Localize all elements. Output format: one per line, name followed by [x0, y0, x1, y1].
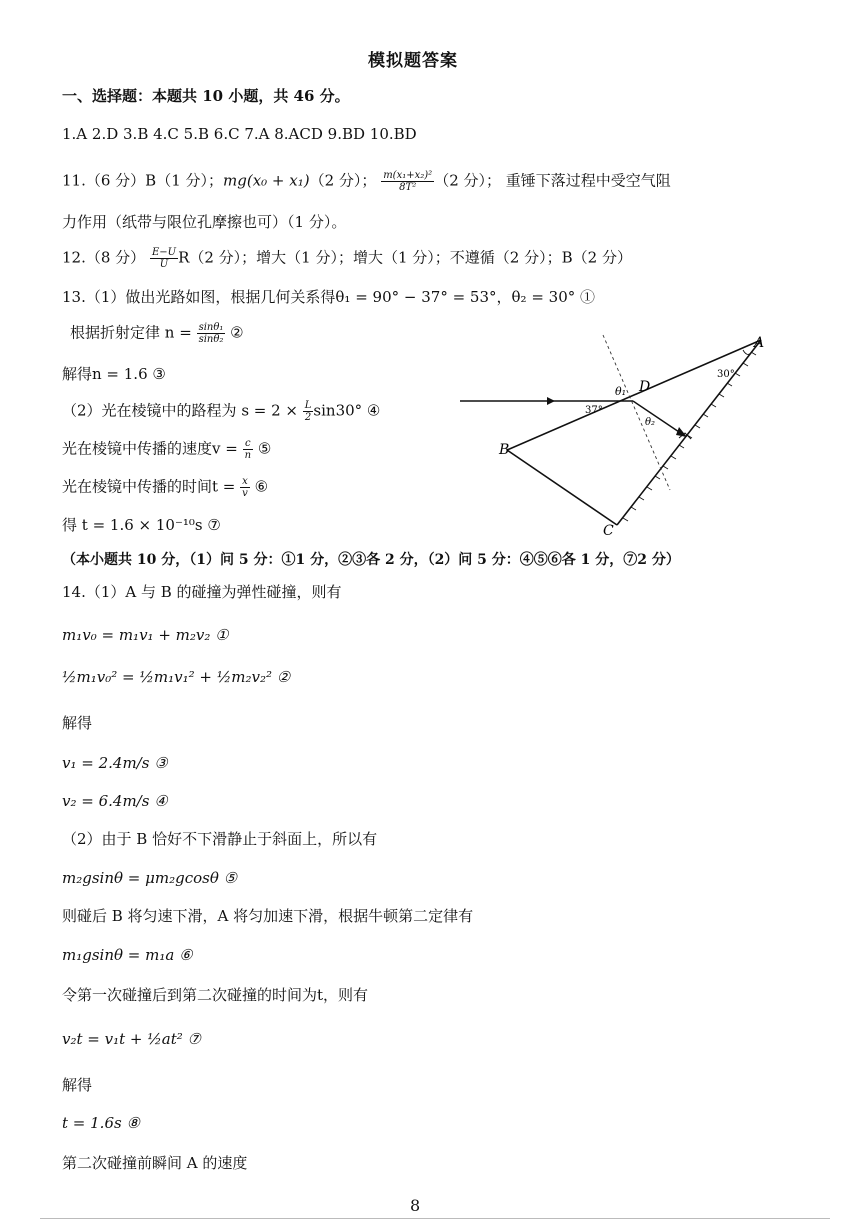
q11-score3: （2 分）； 重锤下落过程中受空气阻 — [434, 171, 671, 190]
q12-frac-num: E−U — [151, 247, 177, 258]
q13-part2-num: L — [304, 400, 312, 411]
q12-line — [62, 247, 632, 270]
q13-speed-num: c — [243, 438, 253, 450]
q11-expr: mg(x₀ + x₁) — [223, 171, 310, 190]
q12-fraction — [150, 247, 178, 270]
q13-law-mark: ② — [230, 323, 244, 342]
q13-law-num: sinθ₁ — [198, 322, 224, 333]
q14-text6: 则碰后 B 将匀速下滑，A 将匀加速下滑，根据牛顿第二定律有 — [62, 907, 474, 925]
vertex-label-c: C — [603, 523, 614, 535]
q14-v1: v₁ = 2.4m/s ③ — [62, 754, 168, 772]
q14-eq7: v₂t = v₁t + ½at² ⑦ — [62, 1030, 201, 1048]
section-heading: 一、选择题：本题共 10 小题，共 46 分。 — [62, 87, 350, 105]
q13-time — [62, 476, 268, 499]
q13-part2-prefix: （2）光在棱镜中的路程为 s = 2 × — [62, 401, 298, 420]
q13-speed-fraction — [243, 438, 253, 461]
q13-time-mark: ⑥ — [254, 477, 269, 496]
q13-law-den: sinθ₂ — [198, 334, 224, 345]
q13-part2-fraction — [303, 400, 314, 423]
q13-speed — [62, 438, 271, 461]
q13-law — [70, 322, 244, 345]
q12-frac-den: U — [159, 259, 169, 270]
q14-line1: 14.（1）A 与 B 的碰撞为弹性碰撞，则有 — [62, 583, 342, 601]
q13-law-fraction — [197, 322, 226, 345]
q11-line1 — [62, 170, 671, 193]
q11-line2: 力作用（纸带与限位孔摩擦也可）（1 分）。 — [62, 213, 347, 231]
angle-label-37: 37° — [585, 405, 603, 416]
q13-score-note: （本小题共 10 分，（1）问 5 分：①1 分，②③各 2 分，（2）问 5 分：④⑤⑥各 1 分，⑦2 分） — [62, 552, 680, 568]
prism-edge-bc — [507, 450, 617, 525]
page-title: 模拟题答案 — [368, 51, 458, 71]
q12-rest: R（2 分）；增大（1 分）；增大（1 分）；不遵循（2 分）；B（2 分） — [178, 248, 632, 267]
q13-speed-prefix: 光在棱镜中传播的速度v = — [62, 439, 238, 458]
q11-frac-num: m(x₁+x₂)² — [383, 170, 433, 181]
hatch-marks — [623, 352, 756, 521]
q13-line1: 13.（1）做出光路如图，根据几何关系得θ₁ = 90° − 37° = 53°，θ₂ = 30° ① — [62, 288, 596, 306]
q13-time-num: x — [240, 476, 250, 488]
angle-label-30: 30° — [717, 369, 735, 380]
q12-prefix: 12.（8 分） — [62, 248, 146, 267]
q14-eq8: t = 1.6s ⑧ — [62, 1114, 140, 1132]
q13-speed-mark: ⑤ — [257, 439, 272, 458]
q13-part2 — [62, 400, 380, 423]
vertex-label-b: B — [499, 442, 510, 458]
prism-edge-ac — [617, 340, 761, 525]
q14-eq6: m₁gsinθ = m₁a ⑥ — [62, 946, 193, 964]
q14-eq2: ½m₁v₀² = ½m₁v₁² + ½m₂v₂² ② — [62, 668, 291, 686]
incident-arrow-icon — [547, 397, 555, 405]
page-number: 8 — [410, 1196, 421, 1215]
q13-part2-suffix: sin30° ④ — [313, 401, 381, 420]
refracted-ray — [633, 401, 685, 436]
footer-divider — [40, 1218, 830, 1219]
point-label-d: D — [639, 379, 651, 395]
prism-edge-ab — [507, 340, 761, 450]
q14-eq1: m₁v₀ = m₁v₁ + m₂v₂ ① — [62, 626, 229, 644]
angle-arc-a — [743, 350, 751, 354]
q14-v2: v₂ = 6.4m/s ④ — [62, 792, 168, 810]
q13-time-prefix: 光在棱镜中传播的时间t = — [62, 477, 236, 496]
q14-solve2: 解得 — [62, 1076, 93, 1094]
q14-solve: 解得 — [62, 714, 93, 732]
q14-text7: 令第一次碰撞后到第二次碰撞的时间为t，则有 — [62, 986, 369, 1004]
q13-time-fraction — [240, 476, 250, 499]
q11-score2: （2 分）； — [309, 171, 377, 190]
vertex-label-a: A — [754, 335, 765, 351]
q13-result: 得 t = 1.6 × 10⁻¹⁰s ⑦ — [62, 516, 221, 534]
prism-diagram — [455, 330, 775, 535]
q13-law-prefix: 根据折射定律 n = — [70, 323, 192, 342]
q14-eq5: m₂gsinθ = μm₂gcosθ ⑤ — [62, 869, 238, 887]
choice-answers: 1.A 2.D 3.B 4.C 5.B 6.C 7.A 8.ACD 9.BD 10.BD — [62, 125, 417, 143]
q13-speed-den: n — [244, 450, 252, 461]
q14-text9: 第二次碰撞前瞬间 A 的速度 — [62, 1154, 248, 1172]
angle-label-theta1: θ₁ — [615, 385, 627, 398]
q11-part1: 11.（6 分）B（1 分）； — [62, 171, 224, 190]
q13-part2-den: 2 — [304, 412, 312, 423]
normal-line — [603, 335, 670, 490]
q13-solve1: 解得n = 1.6 ③ — [62, 365, 166, 383]
q11-fraction — [381, 170, 434, 193]
q14-part2: （2）由于 B 恰好不下滑静止于斜面上，所以有 — [62, 830, 378, 848]
q13-time-den: v — [242, 488, 248, 499]
angle-label-theta2: θ₂ — [645, 417, 656, 428]
q11-frac-den: 8T² — [399, 182, 417, 193]
